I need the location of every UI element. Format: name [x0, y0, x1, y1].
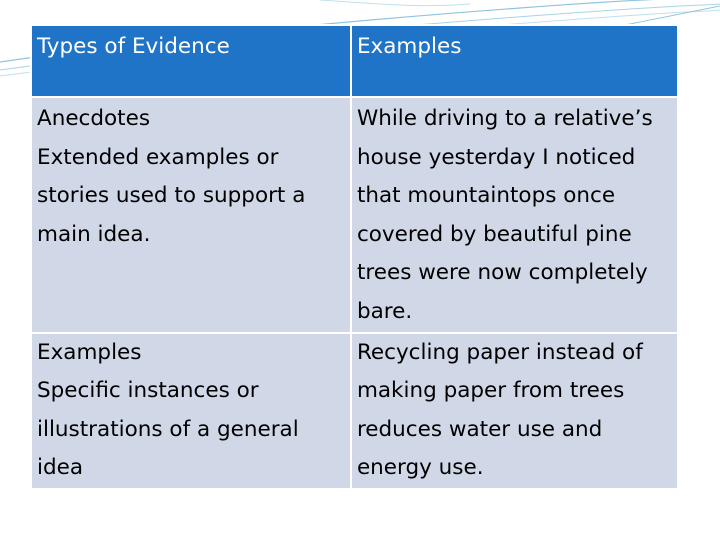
- table-header-row: [32, 26, 677, 96]
- evidence-type-description-line: Extended examples or: [37, 144, 279, 170]
- example-text-line: reduces water use and: [356, 416, 603, 442]
- evidence-type-description-line: main idea.: [37, 221, 151, 247]
- evidence-type-cell: [32, 334, 350, 488]
- evidence-table: [30, 24, 679, 490]
- table-row: [32, 334, 677, 488]
- example-cell: [352, 334, 677, 488]
- example-text-line: bare.: [356, 298, 413, 324]
- evidence-type-description-line: stories used to support a: [37, 183, 306, 209]
- example-text-line: trees were now completely: [356, 260, 648, 286]
- example-text-line: Recycling paper instead of: [356, 339, 643, 365]
- example-text-line: that mountaintops once: [356, 183, 616, 209]
- example-text-line: making paper from trees: [356, 378, 625, 404]
- evidence-type-name: Examples: [37, 339, 142, 365]
- evidence-type-description-line: Specific instances or: [37, 378, 259, 404]
- example-cell: [352, 98, 677, 332]
- example-text-line: While driving to a relative’s: [356, 106, 653, 131]
- example-text-line: house yesterday I noticed: [356, 144, 636, 170]
- example-text-line: covered by beautiful pine: [356, 221, 632, 247]
- example-text-line: energy use.: [356, 455, 484, 481]
- header-examples: Examples: [352, 26, 677, 96]
- header-types-of-evidence: Types of Evidence: [32, 26, 350, 96]
- table-row: [32, 98, 677, 332]
- evidence-type-description-line: idea: [37, 455, 84, 481]
- evidence-type-cell: [32, 98, 350, 332]
- evidence-type-name: Anecdotes: [37, 106, 151, 131]
- evidence-type-description-line: illustrations of a general: [37, 416, 299, 442]
